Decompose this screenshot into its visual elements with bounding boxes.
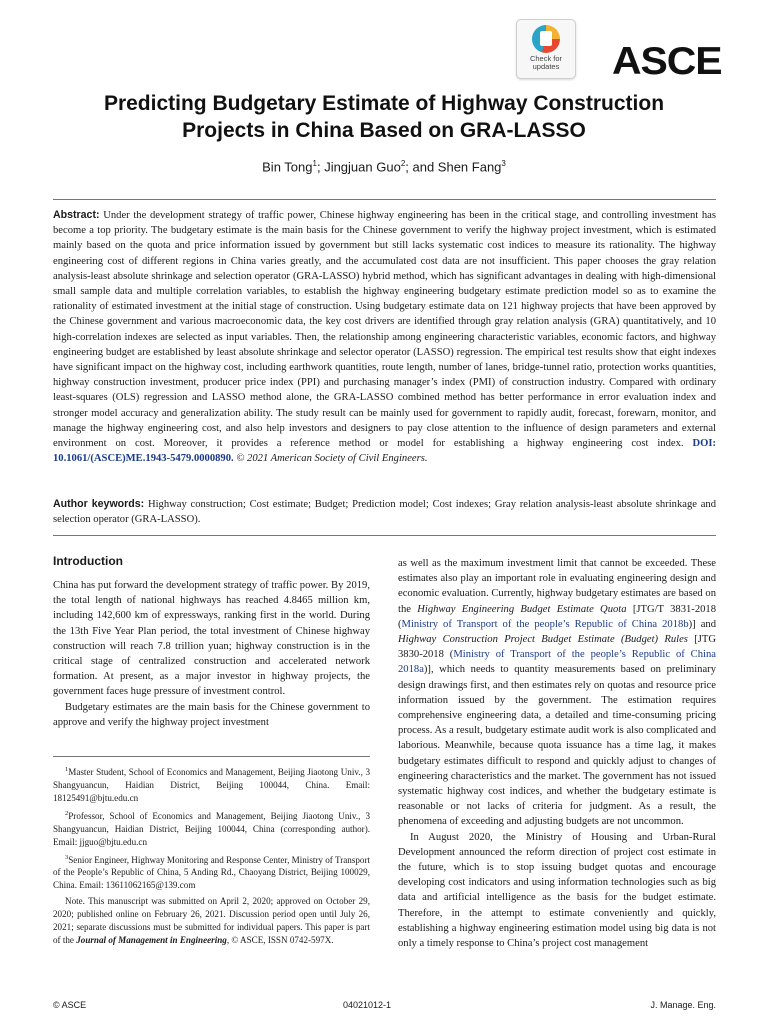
footnote bbox=[53, 764, 370, 805]
footer-publisher: © ASCE bbox=[53, 1000, 87, 1010]
text-run: as well as the maximum investment limit that cannot be exceeded. These estimates also play an important role in evaluating engineering design and economic evaluation. Currently, highway budgetary estimates are based on the bbox=[398, 558, 716, 615]
author-affiliation-marker: 2 bbox=[400, 159, 406, 168]
badge-line2: updates bbox=[532, 62, 560, 71]
footnote bbox=[53, 852, 370, 893]
footnote-rule bbox=[53, 756, 370, 757]
doi-link[interactable]: 10.1061/(ASCE)ME.1943-5479.0000890. bbox=[53, 453, 234, 465]
paragraph bbox=[398, 556, 716, 830]
author-affiliation-marker: 3 bbox=[501, 159, 506, 168]
author-affiliation-marker: 1 bbox=[312, 159, 317, 168]
title-line-1: Predicting Budgetary Estimate of Highway Construction bbox=[103, 92, 665, 115]
note-text: , © ASCE, ISSN 0742-597X. bbox=[226, 934, 334, 945]
right-column-text bbox=[398, 556, 716, 951]
footnote-text: Professor, School of Economics and Management, Beijing Jiaotong Univ., 3 Shangyuancun, Haidian District, Beijing 100044, China (corresponding author). Email: jjguo@bjtu.edu.cn bbox=[53, 810, 370, 847]
text-run: [JTG/T 3831-2018 ( bbox=[398, 603, 717, 630]
text-run: [JTG 3830-2018 ( bbox=[398, 634, 717, 661]
title-line-2: Projects in China Based on GRA-LASSO bbox=[182, 119, 586, 142]
abstract-body: Under the development strategy of traffic power, Chinese highway engineering has been in the critical stage, and controlling investment has become a top priority. The budgetary estimate is the main basis for the Chinese government to verify the highway project investment, which is estimated mainly based on the quota and price information issued by government but still lacks systematic cost indices to measure its rationality. The highway engineering cost of different regions in China varies greatly, and the accumulated cost data are not insufficient. This paper chooses the gray relation analysis-least absolute shrinkage and selection operator (GRA-LASSO) hybrid method, which has significant advantages in dealing with high-dimensional small sample data and multiple correlation variables, to establish the highway engineering budgetary estimate prediction model so as to examine the rationality of estimated investment at the initial stage of construction. Using budgetary estimate data on 121 highway projects that have been approved by the Chinese government and various macroeconomic data, the key cost drivers are identified through gray relation analysis (GRA) quantitatively, and 10 high-correlation indexes are selected as input variables. Then, the relationship among engineering characteristic variables, economic factors, and highway engineering budget are established by least absolute shrinkage and selector operator (LASSO) regression. The empirical test results show that eight indexes have significant impact on the highway cost, including earthwork quantities, route length, number of lanes, bridge-tunnel ratio, protection works quantities, highway construction investment, producer price index (PPI) and purchasing manager’s index (PMI) of construction industry. Compared with ordinary least-squares (OLS) regression and LASSO method alone, the GRA-LASSO combined method has better performance in error evaluation index and stronger model accuracy and generalization ability. The study result can be mainly used for government to rapidly audit, forecast, forewarn, monitor, and manage the highway engineering cost, and also help investors and designers to pay close attention to the influence of design parameters and external environment on cost. Moreover, it provides a reference method or model for establishing a highway engineering cost index. bbox=[53, 210, 717, 450]
check-for-updates-badge[interactable] bbox=[516, 19, 576, 79]
abstract-heading: Abstract: bbox=[53, 209, 100, 221]
keywords-heading: Author keywords: bbox=[53, 498, 145, 510]
footnote bbox=[53, 808, 370, 849]
left-column-text bbox=[53, 578, 370, 730]
paragraph: Budgetary estimates are the main basis for the Chinese government to approve and verify the highway project investment bbox=[53, 701, 370, 728]
crossmark-icon bbox=[532, 25, 560, 53]
author-name: Jingjuan Guo bbox=[324, 159, 401, 175]
author-keywords bbox=[53, 497, 716, 527]
doi-label: DOI: bbox=[692, 438, 717, 450]
abstract bbox=[53, 208, 716, 466]
footnotes bbox=[53, 764, 370, 950]
abstract-top-rule bbox=[53, 199, 716, 200]
standard-title: Highway Construction Project Budget Estimate (Budget) Rules bbox=[398, 634, 688, 646]
journal-name: Journal of Management in Engineering bbox=[76, 934, 227, 945]
keywords-body: Highway construction; Cost estimate; Budget; Prediction model; Cost indexes; Gray relation analysis-least absolute shrinkage and selection operator (GRA-LASSO). bbox=[53, 499, 716, 526]
reference-link[interactable]: Ministry of Transport of the people’s Republic of China 2018a bbox=[398, 649, 716, 676]
section-heading: Introduction bbox=[53, 554, 123, 568]
author-name: Bin Tong bbox=[262, 159, 313, 175]
footnote-marker: 3 bbox=[65, 853, 69, 861]
submission-note bbox=[53, 895, 370, 947]
text-run: )] and bbox=[688, 618, 716, 630]
author-separator: ; and bbox=[405, 159, 438, 175]
badge-line1: Check for bbox=[529, 54, 563, 63]
paragraph: In August 2020, the Ministry of Housing and Urban-Rural Development announced the reform direction of project cost estimate in the future, which is to stop issuing budget quotas and encourage developing cost indicators and using information technologies such as big data and artificial intelligence as the basis for the budget estimate. Therefore, in the attempt to estimate conveniently and quickly, establishing a highway engineering estimation model using big data is not only a timely response to China’s project cost management bbox=[398, 831, 716, 950]
note-text: Note. This manuscript was submitted on April 2, 2020; approved on October 29, 2020; published online on February 26, 2021. Discussion period open until July 26, 2021; separate discussions must be submitted for individual papers. This paper is part of the bbox=[53, 896, 370, 945]
publisher-logo: ASCE bbox=[612, 40, 722, 83]
standard-title: Highway Engineering Budget Estimate Quota bbox=[417, 603, 627, 615]
author-name: Shen Fang bbox=[437, 159, 502, 175]
author-separator: ; bbox=[316, 159, 325, 175]
reference-link[interactable]: Ministry of Transport of the people’s Republic of China 2018b bbox=[401, 618, 689, 630]
footnote-text: Master Student, School of Economics and Management, Beijing Jiaotong Univ., 3 Shangyuancun, Haidian District, Beijing 100044, China. Email: 18125491@bjtu.edu.cn bbox=[53, 767, 370, 803]
paragraph: China has put forward the development strategy of traffic power. By 2019, the total length of national highways has reached 4.8465 million km, including 142,600 km of expressways, ranking first in the world. During the 13th Five Year Plan period, the total investment of Chinese highway construction will reach 7.8 trillion yuan; highway construction is in the critical stage of centralized construction and accelerated network formation. At present, as a major investor in highway projects, the government faces huge pressure of investment control. bbox=[53, 580, 370, 698]
badge-label bbox=[517, 55, 575, 71]
footnote-marker: 2 bbox=[65, 809, 69, 817]
keywords-bottom-rule bbox=[53, 535, 716, 536]
footnote-text: Senior Engineer, Highway Monitoring and Response Center, Ministry of Transport of the People’s Republic of China, 5 Anding Rd., Chaoyang District, Beijing 100029, China. Email: 13611062165@139.com bbox=[53, 854, 370, 891]
paper-title bbox=[40, 90, 728, 144]
copyright-notice: © 2021 American Society of Civil Engineers. bbox=[236, 453, 428, 465]
author-list bbox=[0, 159, 768, 174]
footer-journal: J. Manage. Eng. bbox=[650, 1000, 716, 1010]
text-run: )], which needs to quantity measurements based on preliminary design drawings first, and then estimates rely on quotas and resource price information issued by the government. The estimation requires comprehensive engineering data, a detailed and time-consuming pricing process. As a result, budgetary estimate audit work is also complicated and laborious. Meanwhile, because quota issuance has a time lag, it makes budgetary estimates difficult to respond and quickly adjust to changes of engineering characteristics and the market. The government has not issued systematic highway cost indices, and whether the budgetary estimate is reasonable or not lacks of criteria for judgment. As a result, the phenomena of exceeding and adjusting budgets are not uncommon. bbox=[398, 664, 716, 828]
footnote-marker: 1 bbox=[65, 766, 69, 773]
footer-article-number: 04021012-1 bbox=[343, 1000, 392, 1010]
